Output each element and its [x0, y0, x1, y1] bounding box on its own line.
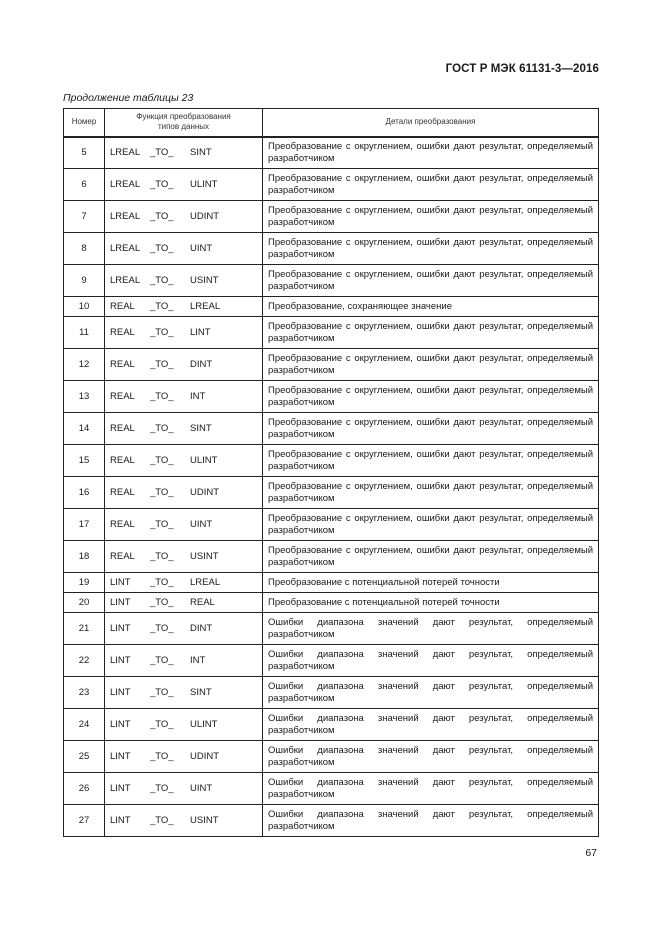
target-type: ULINT	[190, 455, 218, 466]
table-row	[64, 169, 599, 201]
row-details: Преобразование с округлением, ошибки дают результат, определяемый разработчиком	[263, 265, 599, 297]
to-keyword: _TO_	[150, 147, 174, 159]
row-number: 24	[64, 709, 105, 741]
row-number: 23	[64, 677, 105, 709]
table-row	[64, 593, 599, 613]
row-details: Преобразование с округлением, ошибки дают результат, определяемый разработчиком	[263, 201, 599, 233]
source-type: LINT	[110, 815, 131, 826]
source-type: LREAL	[110, 275, 141, 286]
row-number: 12	[64, 349, 105, 381]
target-type: USINT	[190, 815, 219, 826]
source-type: LREAL	[110, 179, 141, 190]
to-keyword: _TO_	[150, 243, 174, 254]
table-row	[64, 413, 599, 445]
table-row	[64, 573, 599, 593]
row-number: 27	[64, 805, 105, 837]
source-type: LINT	[110, 597, 131, 608]
row-number: 16	[64, 477, 105, 509]
row-details: Преобразование с округлением, ошибки дают результат, определяемый разработчиком	[263, 541, 599, 573]
row-details: Преобразование с округлением, ошибки дают результат, определяемый разработчиком	[263, 413, 599, 445]
target-type: LREAL	[190, 301, 221, 312]
table-row	[64, 201, 599, 233]
row-number: 25	[64, 741, 105, 773]
page-number: 67	[585, 847, 597, 859]
source-type: REAL	[110, 487, 135, 498]
source-type: LREAL	[110, 211, 141, 222]
to-keyword: _TO_	[150, 551, 174, 562]
target-type: UINT	[190, 243, 213, 254]
table-row	[64, 445, 599, 477]
table-row	[64, 541, 599, 573]
row-details: Преобразование с округлением, ошибки дают результат, определяемый разработчиком	[263, 317, 599, 349]
table-row	[64, 805, 599, 837]
target-type: UINT	[190, 783, 213, 794]
source-type: LINT	[110, 687, 131, 698]
table-row	[64, 509, 599, 541]
target-type: SINT	[190, 423, 212, 434]
table-row	[64, 317, 599, 349]
source-type: REAL	[110, 551, 135, 562]
row-details: Преобразование с округлением, ошибки дают результат, определяемый разработчиком	[263, 137, 599, 169]
to-keyword: _TO_	[150, 687, 174, 698]
target-type: INT	[190, 391, 206, 402]
row-details: Преобразование с потенциальной потерей точности	[263, 593, 599, 613]
to-keyword: _TO_	[150, 783, 174, 794]
to-keyword: _TO_	[150, 487, 174, 498]
row-number: 20	[64, 593, 105, 613]
target-type: UDINT	[190, 211, 220, 222]
source-type: LINT	[110, 655, 131, 666]
row-details: Преобразование, сохраняющее значение	[263, 297, 599, 317]
row-number: 18	[64, 541, 105, 573]
header-function: Функция преобразования типов данных	[105, 109, 263, 137]
target-type: LREAL	[190, 577, 221, 588]
row-number: 14	[64, 413, 105, 445]
row-details: Ошибки диапазона значений дают результат, определяемый разработчиком	[263, 709, 599, 741]
row-function	[105, 201, 263, 233]
table-row	[64, 645, 599, 677]
target-type: DINT	[190, 359, 213, 370]
source-type: LREAL	[110, 147, 141, 159]
row-details: Преобразование с округлением, ошибки дают результат, определяемый разработчиком	[263, 477, 599, 509]
row-number: 7	[64, 201, 105, 233]
conversion-table	[63, 108, 599, 837]
target-type: USINT	[190, 551, 219, 562]
target-type: SINT	[190, 687, 212, 698]
to-keyword: _TO_	[150, 519, 174, 530]
to-keyword: _TO_	[150, 301, 174, 312]
to-keyword: _TO_	[150, 179, 174, 190]
table-row	[64, 709, 599, 741]
table-row	[64, 349, 599, 381]
row-number: 9	[64, 265, 105, 297]
row-number: 5	[64, 137, 105, 169]
source-type: REAL	[110, 423, 135, 434]
row-number: 21	[64, 613, 105, 645]
row-details: Ошибки диапазона значений дают результат, определяемый разработчиком	[263, 773, 599, 805]
row-number: 15	[64, 445, 105, 477]
target-type: UINT	[190, 519, 213, 530]
row-function	[105, 573, 263, 593]
row-function	[105, 741, 263, 773]
source-type: REAL	[110, 519, 135, 530]
to-keyword: _TO_	[150, 623, 174, 634]
source-type: REAL	[110, 359, 135, 370]
target-type: ULINT	[190, 179, 218, 190]
row-function	[105, 233, 263, 265]
source-type: REAL	[110, 301, 135, 312]
source-type: REAL	[110, 327, 135, 338]
to-keyword: _TO_	[150, 719, 174, 730]
row-number: 26	[64, 773, 105, 805]
table-row	[64, 677, 599, 709]
row-details: Преобразование с округлением, ошибки дают результат, определяемый разработчиком	[263, 233, 599, 265]
row-function	[105, 169, 263, 201]
document-header: ГОСТ Р МЭК 61131-3—2016	[445, 63, 599, 75]
row-details: Ошибки диапазона значений дают результат, определяемый разработчиком	[263, 645, 599, 677]
row-details: Преобразование с потенциальной потерей точности	[263, 573, 599, 593]
row-function	[105, 349, 263, 381]
row-details: Преобразование с округлением, ошибки дают результат, определяемый разработчиком	[263, 381, 599, 413]
to-keyword: _TO_	[150, 275, 174, 286]
table-row	[64, 297, 599, 317]
row-function	[105, 805, 263, 837]
table-row	[64, 773, 599, 805]
row-function	[105, 709, 263, 741]
to-keyword: _TO_	[150, 597, 174, 608]
row-number: 6	[64, 169, 105, 201]
row-function	[105, 509, 263, 541]
to-keyword: _TO_	[150, 577, 174, 588]
to-keyword: _TO_	[150, 751, 174, 762]
to-keyword: _TO_	[150, 359, 174, 370]
row-details: Ошибки диапазона значений дают результат, определяемый разработчиком	[263, 805, 599, 837]
source-type: REAL	[110, 455, 135, 466]
row-number: 11	[64, 317, 105, 349]
source-type: LREAL	[110, 243, 141, 254]
row-function	[105, 381, 263, 413]
target-type: DINT	[190, 623, 213, 634]
row-details: Преобразование с округлением, ошибки дают результат, определяемый разработчиком	[263, 509, 599, 541]
to-keyword: _TO_	[150, 815, 174, 826]
target-type: INT	[190, 655, 206, 666]
row-function	[105, 645, 263, 677]
row-number: 10	[64, 297, 105, 317]
row-function	[105, 265, 263, 297]
to-keyword: _TO_	[150, 423, 174, 434]
table-row	[64, 613, 599, 645]
row-function	[105, 773, 263, 805]
table-row	[64, 265, 599, 297]
row-details: Преобразование с округлением, ошибки дают результат, определяемый разработчиком	[263, 349, 599, 381]
row-function	[105, 613, 263, 645]
target-type: LINT	[190, 327, 211, 338]
header-details: Детали преобразования	[263, 109, 599, 137]
row-details: Ошибки диапазона значений дают результат, определяемый разработчиком	[263, 741, 599, 773]
row-number: 13	[64, 381, 105, 413]
table-row	[64, 381, 599, 413]
target-type: SINT	[190, 147, 212, 159]
table-body	[64, 137, 599, 837]
row-details: Преобразование с округлением, ошибки дают результат, определяемый разработчиком	[263, 445, 599, 477]
source-type: LINT	[110, 751, 131, 762]
row-details: Ошибки диапазона значений дают результат, определяемый разработчиком	[263, 677, 599, 709]
source-type: LINT	[110, 623, 131, 634]
row-function	[105, 137, 263, 169]
row-function	[105, 593, 263, 613]
table-row	[64, 233, 599, 265]
row-function	[105, 445, 263, 477]
row-function	[105, 677, 263, 709]
to-keyword: _TO_	[150, 391, 174, 402]
source-type: REAL	[110, 391, 135, 402]
row-function	[105, 413, 263, 445]
table-row	[64, 477, 599, 509]
to-keyword: _TO_	[150, 455, 174, 466]
table-caption: Продолжение таблицы 23	[63, 92, 194, 104]
row-function	[105, 317, 263, 349]
source-type: LINT	[110, 783, 131, 794]
target-type: ULINT	[190, 719, 218, 730]
row-details: Ошибки диапазона значений дают результат, определяемый разработчиком	[263, 613, 599, 645]
target-type: UDINT	[190, 751, 220, 762]
row-number: 19	[64, 573, 105, 593]
to-keyword: _TO_	[150, 655, 174, 666]
target-type: UDINT	[190, 487, 220, 498]
row-number: 22	[64, 645, 105, 677]
row-number: 8	[64, 233, 105, 265]
target-type: REAL	[190, 597, 215, 608]
to-keyword: _TO_	[150, 327, 174, 338]
row-number: 17	[64, 509, 105, 541]
table-row	[64, 137, 599, 169]
header-number: Номер	[64, 109, 105, 137]
row-function	[105, 477, 263, 509]
source-type: LINT	[110, 577, 131, 588]
source-type: LINT	[110, 719, 131, 730]
table-row	[64, 741, 599, 773]
target-type: USINT	[190, 275, 219, 286]
to-keyword: _TO_	[150, 211, 174, 222]
row-function	[105, 541, 263, 573]
row-details: Преобразование с округлением, ошибки дают результат, определяемый разработчиком	[263, 169, 599, 201]
row-function	[105, 297, 263, 317]
